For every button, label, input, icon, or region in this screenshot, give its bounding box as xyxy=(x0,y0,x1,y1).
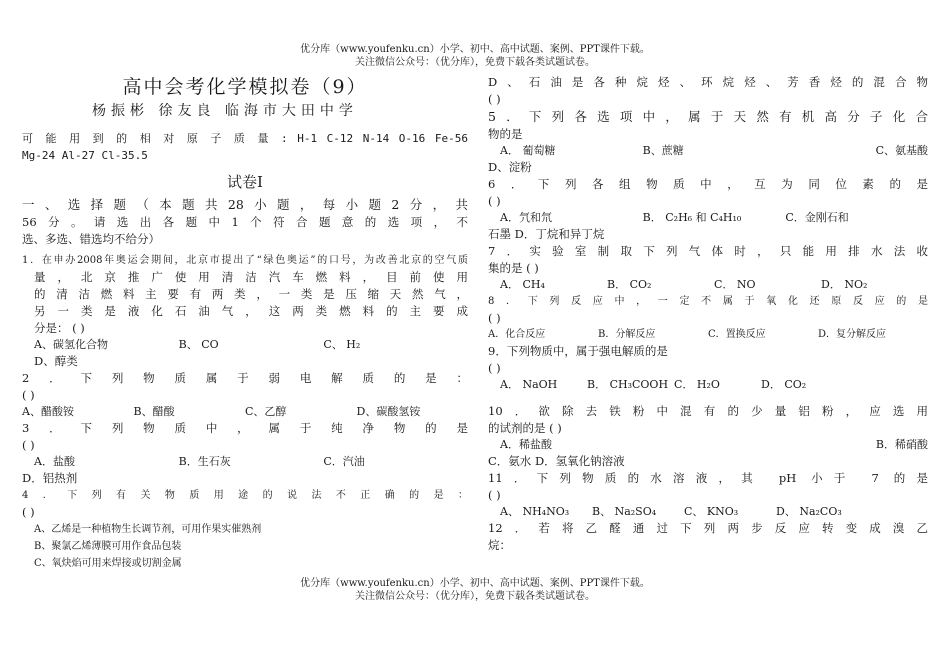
question-11-option-d: D、 Na₂CO₃ xyxy=(776,505,842,518)
section-instructions-3: 选、多选、错选均不给分） xyxy=(22,232,160,246)
question-3-options xyxy=(22,454,468,470)
question-12-stem-1: 12．若将乙醛通过下列两步反应转变成溴乙 xyxy=(488,521,928,535)
question-3-option-a: A．盐酸 xyxy=(34,455,75,468)
exam-authors: 杨振彬 徐友良 临海市大田中学 xyxy=(92,103,358,119)
header-line-1: 优分库（www.youfenku.cn）小学、初中、高中试题、案例、PPT课件下载。 xyxy=(300,44,650,55)
question-5-stem-1: 5．下列各选项中，属于天然有机高分子化合 xyxy=(488,109,928,124)
question-1-options xyxy=(22,337,468,353)
question-1-option-c: C、 H₂ xyxy=(323,338,361,351)
question-9-options xyxy=(488,377,848,393)
question-1-stem-4: 另一类是液化石油气，这两类燃料的主要成 xyxy=(34,304,468,318)
question-4-option-d: D、石油是各种烷烃、环烷烃、芳香烃的混合物 xyxy=(488,75,928,89)
atomic-mass-line-1: 可 能 用 到 的 相 对 原 子 质 量 : H-1 C-12 N-14 O-16 Fe-56 xyxy=(22,132,468,145)
question-10-stem-1: 10．欲除去铁粉中混有的少量铝粉，应选用 xyxy=(488,404,928,418)
question-3-stem: 3．下列物质中，属于纯净物的是 xyxy=(22,421,468,435)
question-10-stem-3: C．氨水 D．氢氧化钠溶液 xyxy=(488,454,625,468)
question-11-option-c: C、 KNO₃ xyxy=(684,505,739,518)
question-6-stem-3: 石墨 D．丁烷和异丁烷 xyxy=(488,227,605,241)
question-4-option-b: B、聚氯乙烯薄膜可用作食品包装 xyxy=(34,541,182,552)
question-9-blank: ( ) xyxy=(488,361,501,375)
question-5-option-d: D、淀粉 xyxy=(488,160,532,174)
question-2-option-c: C、乙醇 xyxy=(245,405,287,418)
question-7-stem-2: 集的是 ( ) xyxy=(488,261,539,275)
question-3-option-d: D．铝热剂 xyxy=(22,471,78,485)
question-2-option-d: D、碳酸氢铵 xyxy=(356,405,421,418)
question-8-options xyxy=(488,327,928,343)
question-7-option-d: D． NO₂ xyxy=(821,278,868,291)
question-11-stem: 11．下列物质的水溶液，其 pH 小于 7 的是 xyxy=(488,471,928,485)
section-instructions-2: 56分。请选出各题中1个符合题意的选项，不 xyxy=(22,215,468,229)
question-1-option-a: A、碳氢化合物 xyxy=(34,338,108,351)
question-1-stem-3: 的清洁燃料主要有两类，一类是压缩天然气， xyxy=(34,287,468,301)
question-7-option-b: B． CO₂ xyxy=(607,278,652,291)
question-2-blank: ( ) xyxy=(22,388,35,402)
question-11-option-a: A、 NH₄NO₃ xyxy=(500,505,570,518)
question-11-options xyxy=(488,504,868,520)
question-2-options xyxy=(22,404,468,420)
question-12-stem-2: 烷： xyxy=(488,538,511,552)
question-2-stem: 2．下列物质属于弱电解质的是： xyxy=(22,371,468,385)
page-footer xyxy=(0,577,950,603)
question-1-option-b: B、 CO xyxy=(178,338,219,351)
question-10-options xyxy=(488,437,928,453)
question-8-option-c: C．置换反应 xyxy=(708,329,766,340)
question-6-option-a: A．氕和氘 xyxy=(500,211,552,224)
section-instructions-1: 一、选择题（本题共28小题，每小题2分，共 xyxy=(22,197,468,212)
question-3-option-b: B．生石灰 xyxy=(178,455,231,468)
question-5-option-a: A． 葡萄糖 xyxy=(500,144,556,157)
question-1-stem-2: 量，北京推广使用清洁汽车燃料，目前使用 xyxy=(34,270,468,284)
footer-line-1: 优分库（www.youfenku.cn）小学、初中、高中试题、案例、PPT课件下载。 xyxy=(300,578,650,589)
question-7-option-a: A． CH₄ xyxy=(500,278,545,291)
question-3-blank: ( ) xyxy=(22,438,35,452)
question-6-stem: 6．下列各组物质中，互为同位素的是 xyxy=(488,177,928,191)
page-header xyxy=(0,43,950,69)
question-6-blank: ( ) xyxy=(488,194,501,208)
question-11-blank: ( ) xyxy=(488,488,501,502)
question-6-option-c: C．金刚石和 xyxy=(785,211,849,224)
question-4-blank: ( ) xyxy=(22,505,35,519)
question-7-options xyxy=(488,277,928,293)
question-2-option-a: A、醋酸铵 xyxy=(22,405,74,418)
question-5-option-c: C、氨基酸 xyxy=(875,144,929,157)
question-1-stem-5: 分是： ( ) xyxy=(34,321,85,335)
question-1-stem-1: 1．在申办2008年奥运会期间，北京市提出了“绿色奥运”的口号，为改善北京的空气质 xyxy=(22,255,468,266)
question-4-option-c: C、氧炔焰可用来焊接或切割金属 xyxy=(34,558,182,569)
question-5-option-b: B、蔗糖 xyxy=(642,144,684,157)
question-7-option-c: C． NO xyxy=(714,278,756,291)
footer-line-2: 关注微信公众号：（优分库），免费下载各类试题试卷。 xyxy=(355,591,595,602)
question-6-options xyxy=(488,210,928,226)
question-9-option-b: B． CH₃COOH xyxy=(587,378,669,391)
question-11-option-b: B、 Na₂SO₄ xyxy=(592,505,657,518)
question-8-option-d: D．复分解反应 xyxy=(818,329,887,340)
atomic-mass-line-2: Mg-24 Al-27 Cl-35.5 xyxy=(22,149,148,162)
question-5-stem-2: 物的是 xyxy=(488,127,523,141)
header-line-2: 关注微信公众号：（优分库），免费下载各类试题试卷。 xyxy=(355,57,595,68)
question-4-option-d-blank: ( ) xyxy=(488,92,501,106)
question-1-option-d: D、醇类 xyxy=(34,354,78,368)
right-column xyxy=(488,74,928,554)
exam-title: 高中会考化学模拟卷（9） xyxy=(122,76,368,98)
question-2-option-b: B、醋酸 xyxy=(133,405,175,418)
question-5-options xyxy=(488,143,928,159)
question-4-option-a: A、乙烯是一种植物生长调节剂，可用作果实催熟剂 xyxy=(34,524,262,535)
left-column xyxy=(22,74,468,572)
question-3-option-c: C．汽油 xyxy=(323,455,365,468)
question-10-option-a: A．稀盐酸 xyxy=(500,438,552,451)
question-4-stem: 4．下列有关物质用途的说法不正确的是： xyxy=(22,490,468,501)
question-6-option-b: B． C₂H₆ 和 C₄H₁₀ xyxy=(642,211,742,224)
question-10-option-b: B．稀硝酸 xyxy=(875,438,928,451)
question-8-stem: 8．下列反应中，一定不属于氧化还原反应的是 xyxy=(488,296,928,307)
paper-label: 试卷Ⅰ xyxy=(227,173,263,191)
question-9-option-c: C． H₂O xyxy=(674,378,720,391)
question-9-stem: 9．下列物质中，属于强电解质的是 xyxy=(488,344,668,358)
question-8-option-a: A．化合反应 xyxy=(488,329,546,340)
question-9-option-a: A． NaOH xyxy=(500,378,558,391)
question-9-option-d: D． CO₂ xyxy=(761,378,807,391)
question-8-blank: ( ) xyxy=(488,311,501,325)
question-8-option-b: B．分解反应 xyxy=(598,329,656,340)
question-10-stem-2: 的试剂的是 ( ) xyxy=(488,421,562,435)
question-7-stem-1: 7．实验室制取下列气体时，只能用排水法收 xyxy=(488,244,928,258)
